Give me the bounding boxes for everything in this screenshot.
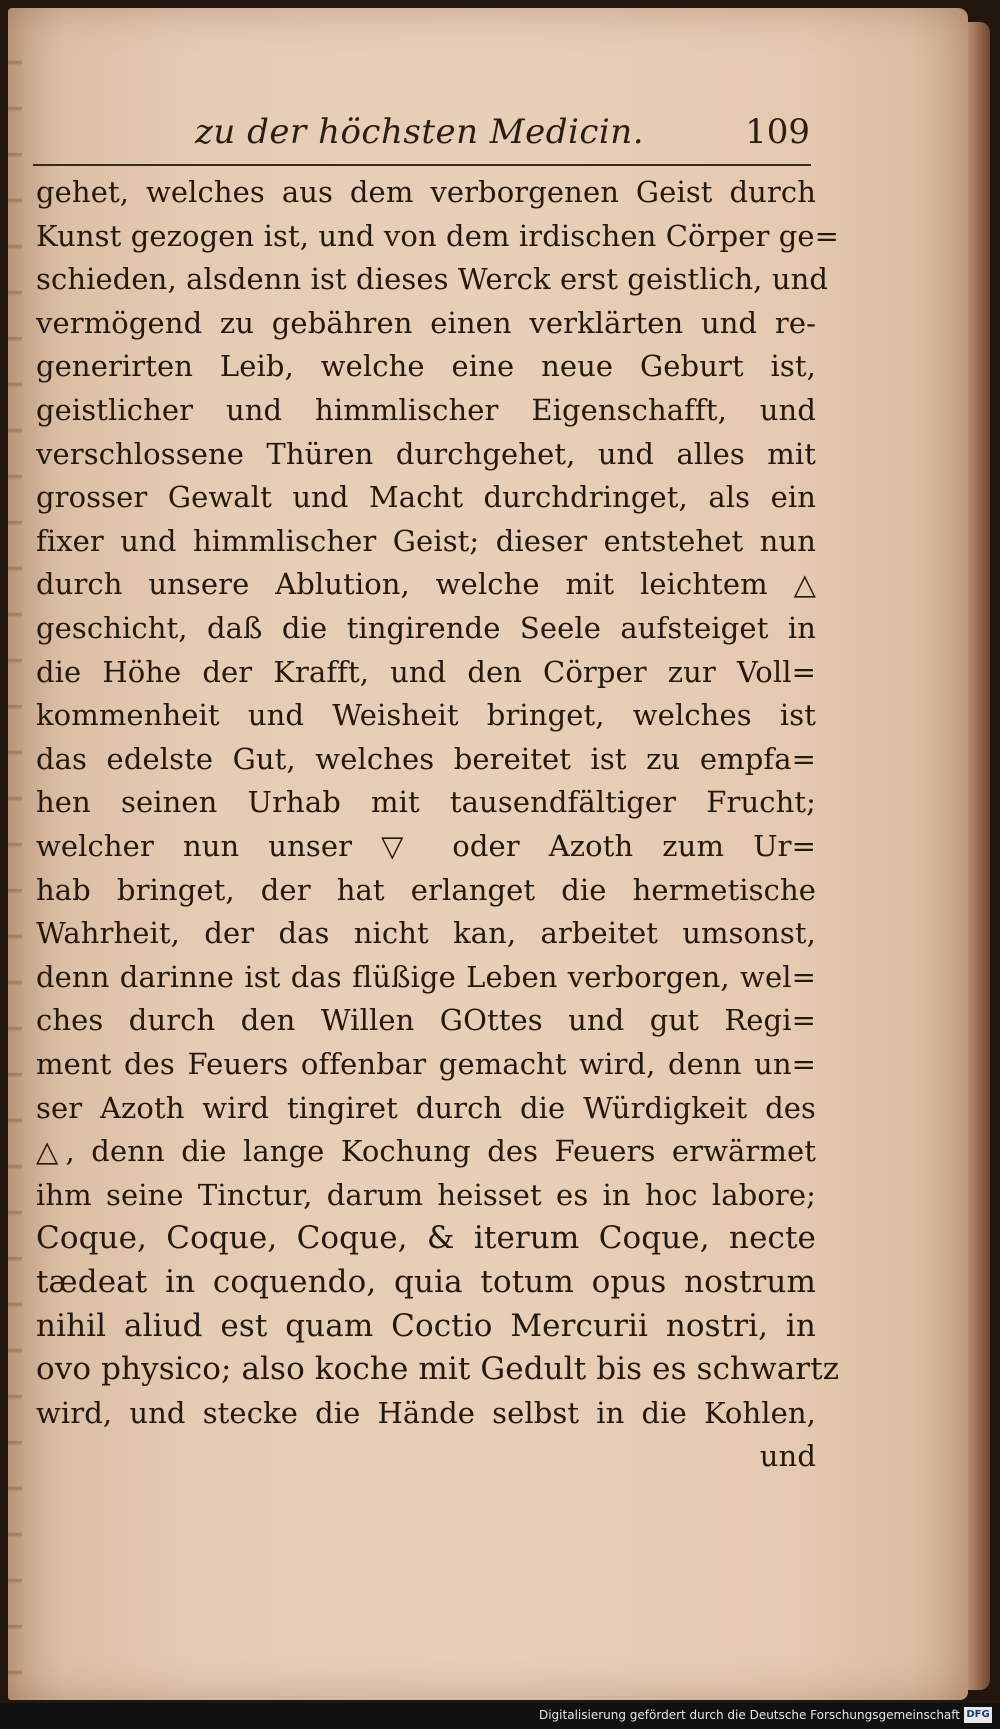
text-line: welcher nun unser ▽ oder Azoth zum Ur= bbox=[36, 829, 816, 863]
text-line: verschlossene Thüren durchgehet, und alles mit bbox=[36, 437, 816, 471]
text-line: ser Azoth wird tingiret durch die Würdigkeit des bbox=[36, 1091, 816, 1125]
page-edge bbox=[968, 22, 990, 1690]
text-line: Coque, Coque, Coque, & iterum Coque, necte bbox=[36, 1220, 816, 1256]
text-line: generirten Leib, welche eine neue Geburt ist, bbox=[36, 349, 816, 383]
catchword: und bbox=[759, 1439, 816, 1473]
text-line: gehet, welches aus dem verborgenen Geist durch bbox=[36, 175, 816, 209]
text-line: das edelste Gut, welches bereitet ist zu empfa= bbox=[36, 742, 816, 776]
text-line: nihil aliud est quam Coctio Mercurii nostri, in bbox=[36, 1308, 816, 1344]
text-line: kommenheit und Weisheit bringet, welches ist bbox=[36, 698, 816, 732]
page-header bbox=[195, 112, 810, 164]
text-line: fixer und himmlischer Geist; dieser entstehet nun bbox=[36, 524, 816, 558]
running-head: zu der höchsten Medicin. bbox=[195, 112, 645, 152]
text-line: Wahrheit, der das nicht kan, arbeitet umsonst, bbox=[36, 916, 816, 950]
text-line: ovo physico; also koche mit Gedult bis es schwartz bbox=[36, 1351, 840, 1387]
text-line: Kunst gezogen ist, und von dem irdischen Cörper ge= bbox=[36, 219, 840, 253]
text-line: tædeat in coquendo, quia totum opus nostrum bbox=[36, 1264, 816, 1300]
text-line: die Höhe der Krafft, und den Cörper zur Voll= bbox=[36, 655, 816, 689]
text-line: vermögend zu gebähren einen verklärten und re- bbox=[36, 306, 816, 340]
text-line: ment des Feuers offenbar gemacht wird, denn un= bbox=[36, 1047, 816, 1081]
text-line: geistlicher und himmlischer Eigenschafft, und bbox=[36, 393, 816, 427]
text-line: ches durch den Willen GOttes und gut Regi= bbox=[36, 1003, 816, 1037]
text-line: durch unsere Ablution, welche mit leichtem △ bbox=[36, 567, 816, 601]
text-line: grosser Gewalt und Macht durchdringet, als ein bbox=[36, 480, 816, 514]
text-line: △, denn die lange Kochung des Feuers erwärmet bbox=[36, 1134, 816, 1168]
text-line: ihm seine Tinctur, darum heisset es in hoc labore; bbox=[36, 1178, 816, 1212]
text-line: schieden, alsdenn ist dieses Werck erst geistlich, und bbox=[36, 262, 829, 296]
page-number: 109 bbox=[745, 112, 810, 152]
text-line: wird, und stecke die Hände selbst in die Kohlen, bbox=[36, 1396, 816, 1430]
text-line: hen seinen Urhab mit tausendfältiger Frucht; bbox=[36, 785, 816, 819]
text-line: denn darinne ist das flüßige Leben verborgen, wel= bbox=[36, 960, 816, 994]
text-line: geschicht, daß die tingirende Seele aufsteiget in bbox=[36, 611, 816, 645]
text-line: hab bringet, der hat erlanget die hermetische bbox=[36, 873, 816, 907]
header-rule bbox=[33, 164, 811, 166]
gutter-marks bbox=[8, 20, 22, 1690]
footer-credit: Digitalisierung gefördert durch die Deutsche Forschungsgemeinschaft bbox=[538, 1708, 960, 1722]
dfg-logo: DFG bbox=[964, 1707, 992, 1723]
